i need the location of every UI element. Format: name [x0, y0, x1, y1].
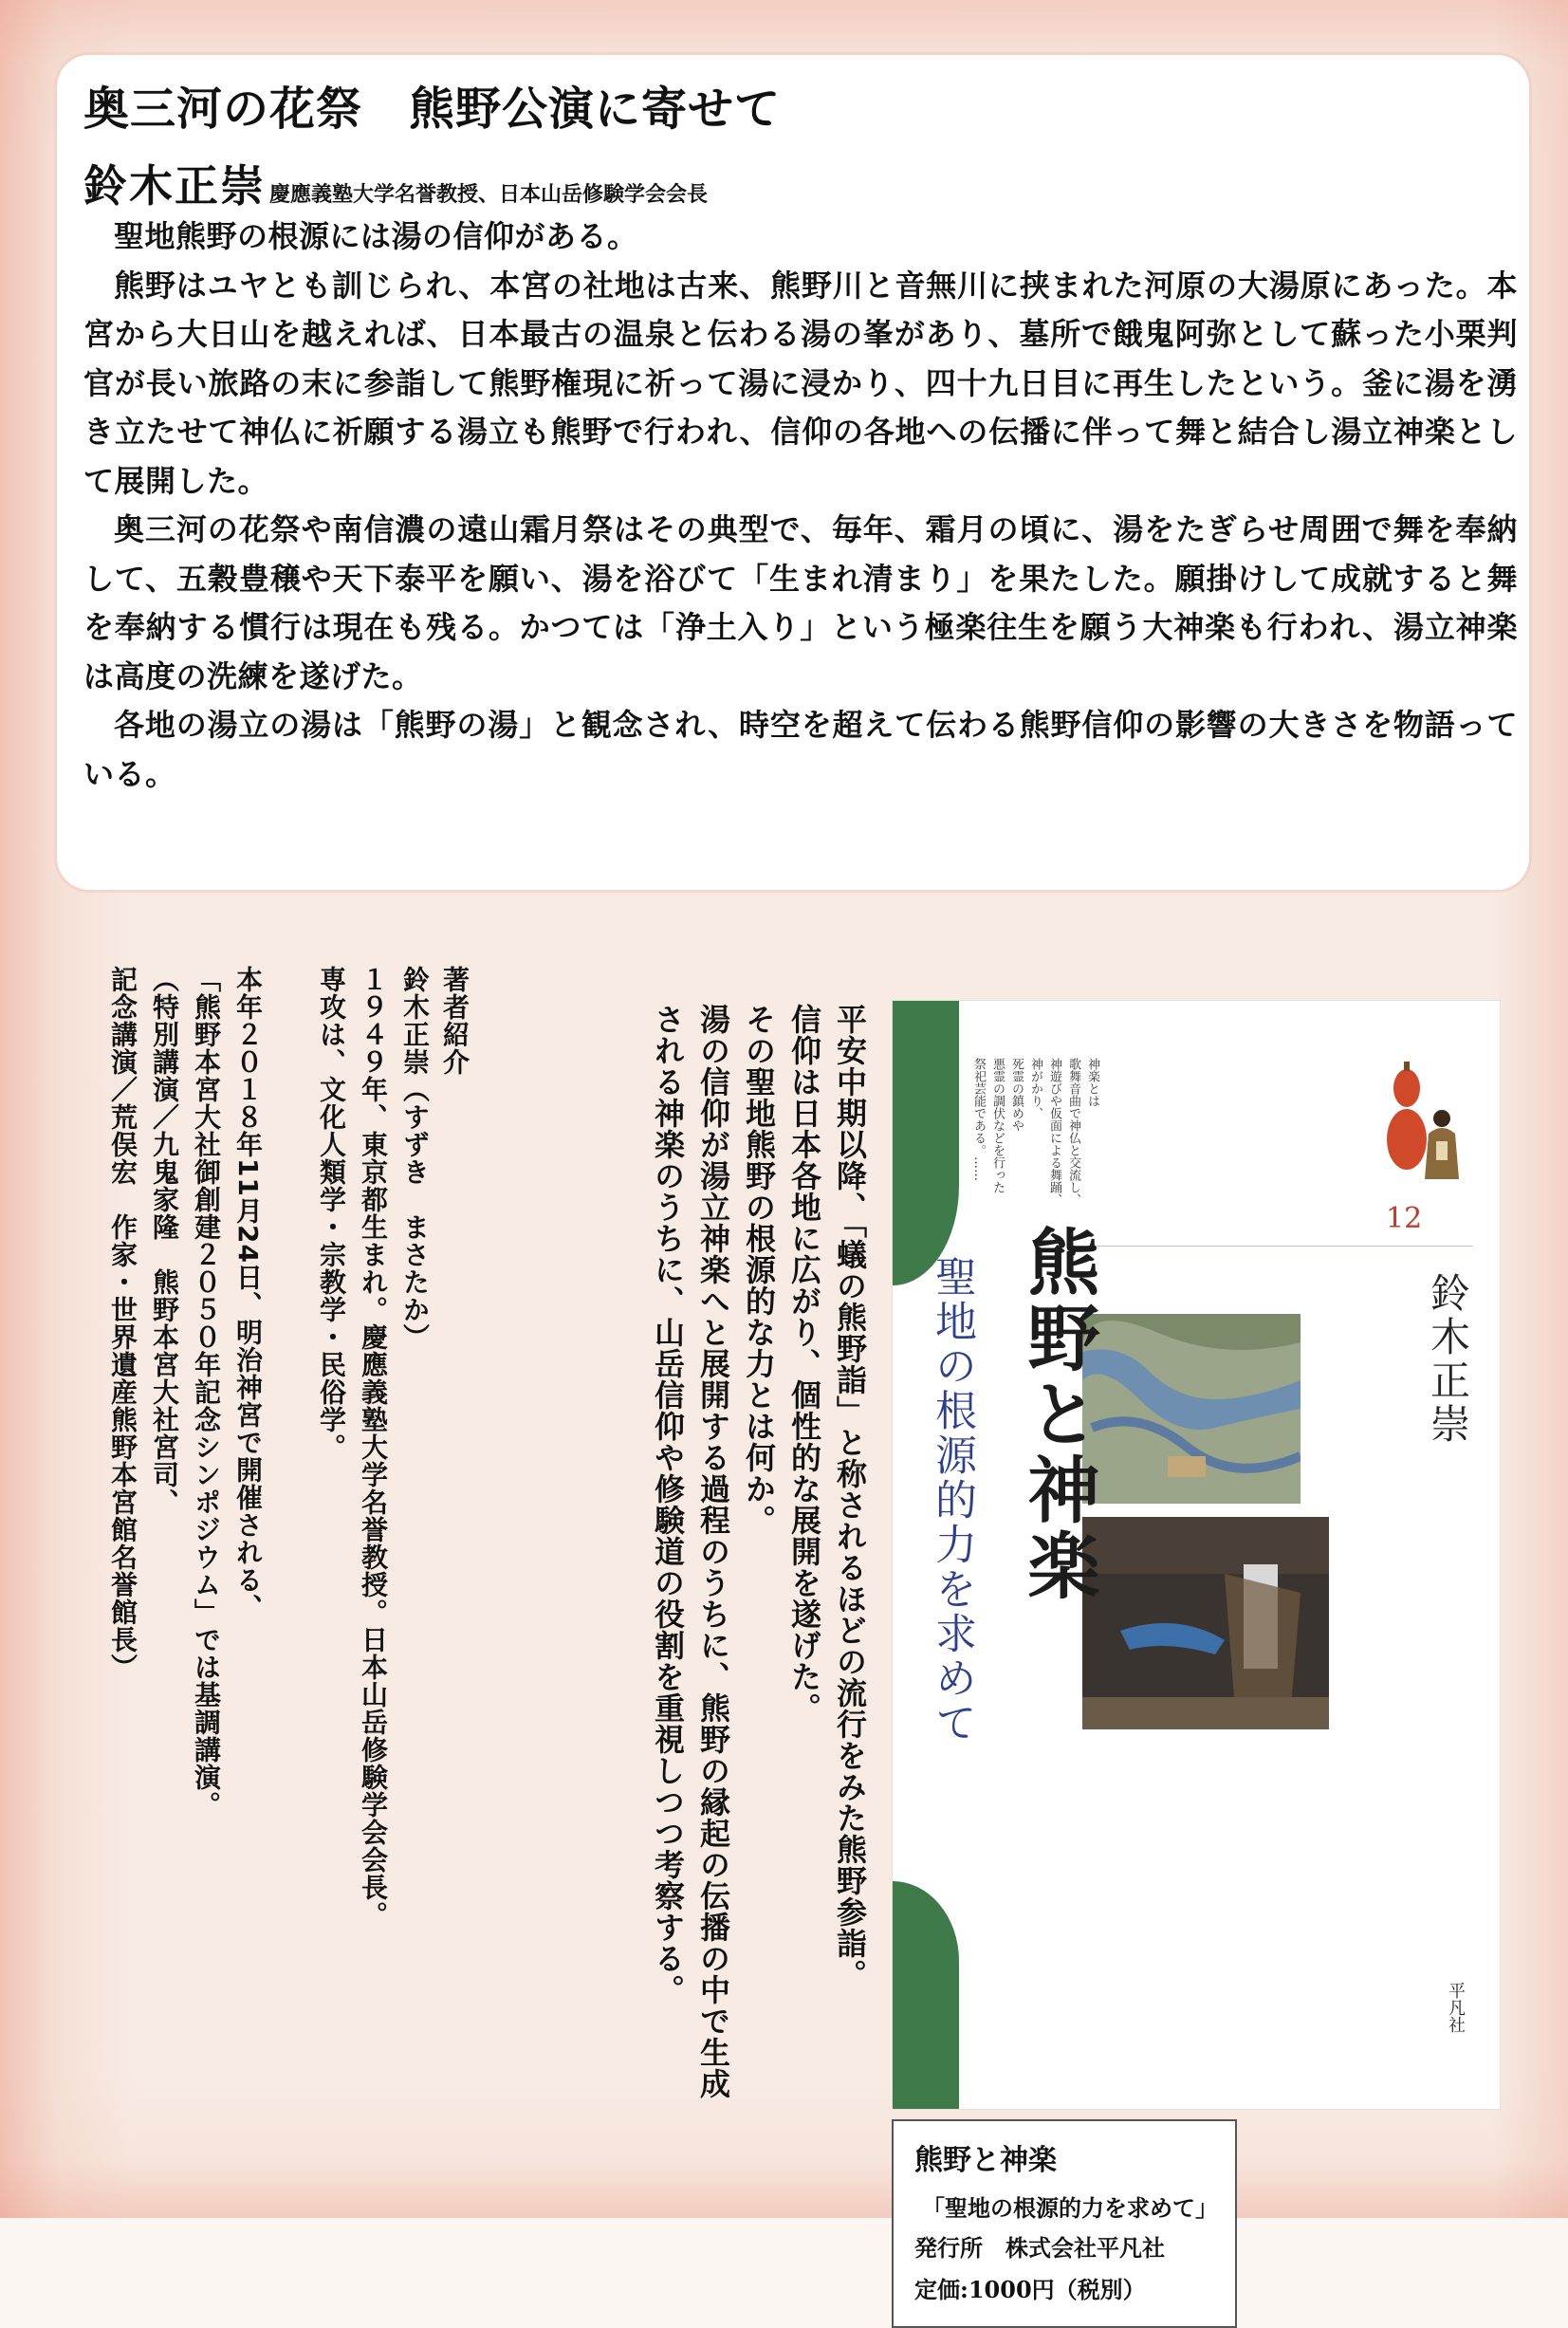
cover-title: 熊野と神楽 — [1016, 1225, 1100, 1604]
profile-event-3: （特別講演／九鬼家隆 熊野本宮大社宮司、 — [149, 966, 180, 1516]
lower-section — [57, 966, 1518, 2303]
book-info-box — [892, 2119, 1237, 2328]
kagura-photo — [1082, 1517, 1329, 1729]
description-line: 信仰は日本各地に広がり、個性的な展開を遂げた。 — [786, 1004, 822, 1724]
book-cover — [892, 1000, 1501, 2110]
profile-heading: 著者紹介 — [439, 966, 470, 1076]
article-paragraph: 奥三河の花祭や南信濃の遠山霜月祭はその典型で、毎年、霜月の頃に、湯をたぎらせ周囲で舞を奉納して、五穀豊穣や天下泰平を願い、湯を浴びて「生まれ清まり」を果たした。願掛けして成就すると舞を奉納する慣行は現在も残る。かつては「浄土入り」という極楽往生を願う大神楽も行われ、湯立神楽は高度の洗練を遂げた。 — [83, 511, 1518, 694]
description-line: 湯の信仰が湯立神楽へと展開する過程のうちに、熊野の縁起の伝播の中で生成される神楽のうちに、山岳信仰や修験道の役割を重視しつつ考察する。 — [650, 1004, 731, 2099]
description-line: その聖地熊野の根源的な力とは何か。 — [741, 1004, 777, 1536]
description-line: 平安中期以降、「蟻の熊野詣」と称されるほどの流行をみた熊野参詣。 — [832, 1004, 868, 1990]
article-paragraph: 熊野はユヤとも訓じられ、本宮の社地は古来、熊野川と音無川に挟まれた河原の大湯原にあった。本宮から大日山を越えれば、日本最古の温泉と伝わる湯の峯があり、墓所で餓鬼阿弥として蘇った小栗判官が長い旅路の末に参詣して熊野権現に祈って湯に浸かり、四十九日目に再生したという。釜に湯を湧き立たせて神仏に祈願する湯立も熊野で行われ、信仰の各地への伝播に伴って舞と結合し湯立神楽として展開した。 — [83, 267, 1518, 499]
info-subtitle: 「聖地の根源的力を求めて」 — [922, 2194, 1218, 2222]
author-affiliation: 慶應義塾大学名誉教授、日本山岳修験学会会長 — [269, 183, 709, 207]
info-publisher: 発行所 株式会社平凡社 — [914, 2234, 1165, 2262]
cover-blurb: 神楽とは 歌舞音曲で神仏と交流し、 神遊びや仮面による舞踊、 神がかり、 死霊の鎮めや 悪霊の調伏などを行った 祭祀芸能である。…… — [971, 1058, 1099, 1206]
book-description — [607, 1004, 873, 2104]
cover-green-arc-bottom — [893, 1881, 959, 2109]
river-map-illustration — [1082, 1314, 1301, 1504]
cover-green-arc-top — [893, 1001, 959, 1285]
cover-author: 鈴木正崇 — [1425, 1272, 1471, 1447]
profile-name: 鈴木正崇（すずき まさたか） — [399, 966, 431, 1351]
cover-subtitle: 聖地の根源的力を求めて — [928, 1255, 976, 1746]
author-name: 鈴木正崇 — [83, 160, 266, 212]
profile-event-2: 「熊野本宮大社御創建２０５０年記念シンポジウム」では基調講演。 — [191, 966, 222, 1819]
article-paragraph: 聖地熊野の根源には湯の信仰がある。 — [114, 218, 638, 254]
profile-event-4: 記念講演／荒俣宏 作家・世界遺産熊野本宮館名誉館長） — [107, 966, 138, 1681]
cover-publisher: 平凡社 — [1446, 1982, 1466, 2033]
article-paragraph: 各地の湯立の湯は「熊野の湯」と観念され、時空を超えて伝わる熊野信仰の影響の大きさを物語っている。 — [83, 707, 1518, 792]
series-number: 12 — [1386, 1202, 1423, 1235]
info-price: 定価:1000円（税別） — [914, 2276, 1146, 2303]
profile-event-1: 本年２０１８年11月24日、明治神宮で開催される、 — [232, 966, 264, 1621]
article-title: 奥三河の花祭 熊野公演に寄せて — [83, 83, 782, 136]
author-byline — [83, 152, 708, 214]
article-body — [83, 212, 1518, 799]
storyteller-figure-icon — [1419, 1105, 1465, 1181]
profile-born: １９４９年、東京都生まれ。慶應義塾大学名誉教授。日本山岳修験学会会長。 — [358, 966, 389, 1929]
profile-field: 専攻は、文化人類学・宗教学・民俗学。 — [316, 966, 347, 1461]
cover-divider — [1094, 1246, 1473, 1247]
info-title: 熊野と神楽 — [914, 2144, 1057, 2177]
